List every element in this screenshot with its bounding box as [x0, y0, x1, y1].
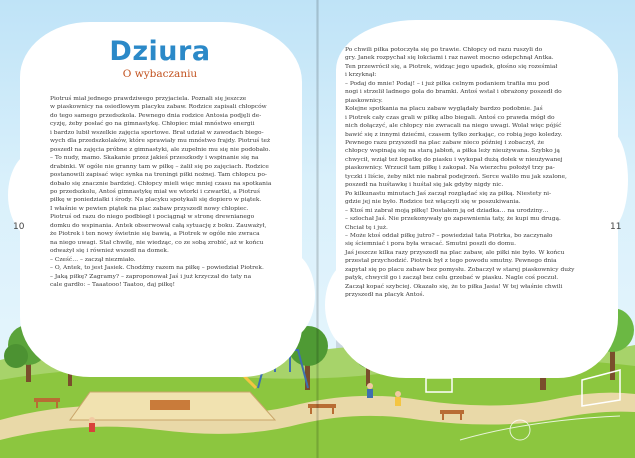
text-line: na niego uwagi. Stał chwilę, nie wiedząc, co ze sobą zrobić, aż w końcu — [50, 239, 264, 246]
text-line: tyczki i liście, żeby nikt nie nabrał podejrzeń. Serce waliło mu jak szalone, — [345, 173, 567, 180]
page-number-right: 11 — [610, 222, 622, 232]
right-page-text — [345, 46, 575, 300]
text-line: postanowili zapisać więc synka na treningi piłki nożnej. Tam chłopcu po- — [50, 172, 267, 179]
text-line: – Cześć… – zaczął niezmiało. — [50, 256, 136, 263]
text-line: chłopcy wspinają się na starą jabłoń, a piłka leży nieużywana. Szybko ją — [345, 148, 560, 155]
book-gutter — [316, 0, 319, 458]
text-line: domku do wspinania. Antek obserwował całą sytuację z boku. Zauważył, — [50, 222, 267, 229]
text-line: przyszedł na placyk Antoś. — [345, 292, 425, 299]
text-line: Jaś jeszcze kilka razy przyszedł na plac zabaw, ale piłki nie było. W końcu — [345, 249, 565, 256]
text-line: – Jaką piłkę? Zagramy? – zaproponował Jaś i już krzyczał do taty na — [50, 273, 252, 280]
text-line: dobało się znacznie bardziej. Chłopcy mieli więc mniej czasu na spotkania — [50, 180, 272, 187]
text-line: drabinki. W ogóle nie granny tam w piłkę – żalił się po zajęciach. Rodzice — [50, 163, 269, 170]
text-line: gry. Janek rozpychał się łokciami i raz nawet mocno odepchnął Antka. — [345, 55, 554, 62]
text-line: że Piotrek i ten nowy świetnie się bawią, a Piotrek w ogóle nie zwraca — [50, 231, 260, 238]
text-line: Piotruś miał jednego prawdziwego przyjaciela. Poznali się jeszcze — [50, 96, 247, 102]
text-line: I właśnie w pewien piątek na plac zabaw przyszedł nowy chłopiec. — [50, 205, 249, 212]
text-line: do tego samego przedszkola. Pewnego dnia rodzice Antosia podjęli de- — [50, 112, 262, 119]
left-page-text — [50, 95, 271, 289]
text-line: Piotruś od razu do niego podbiegł i pociągnął w stronę drewnianego — [50, 214, 255, 221]
text-line: – Podaj do mnie! Podaj! – i już piłka celnym podaniem trafiła mu pod — [345, 80, 550, 87]
text-line: cale gardło: – Taaatooo! Taatoo, daj piłkę! — [50, 281, 175, 288]
text-line: wych dla przedszkolaków, które sprawiały mu mnóstwo frajdy. Piotruś też — [50, 138, 271, 145]
text-line: piaskownicy. — [345, 97, 383, 104]
text-line: Pewnego razu przyszedł na plac zabaw nieco później i zobaczył, że — [345, 139, 545, 146]
text-line: w piaskownicy na osiedlowym placyku zabaw. Rodzice zapisali chłopców — [50, 104, 267, 111]
text-line: nogi i strzelił ladnego gola do bramki. Antoś wstał i obrażony poszedł do — [345, 89, 562, 96]
text-line: Po kilkunastu minutach Jaś zaczął rozglądać się za piłką. Niestety ni- — [345, 190, 552, 197]
text-line: – To nudy, mamo. Skakanie przez jakieś przeszkody i wspinanie się na — [50, 155, 259, 162]
text-line: zapytał się po placu zabaw bez pomysłu. Zobaczył w starej piaskownicy duży — [345, 266, 575, 273]
text-line: po przedszkolu, Antoś gimnastykę miał we wtorki i czwartki, a Piotruś — [50, 188, 260, 195]
text-line: – Może ktoś oddał piłkę jutro? – powiedział tata Piotrka, bo zaczynało — [345, 232, 553, 239]
text-line: Po chwili piłka potoczyła się po trawie. Chłopcy od razu ruszyli do — [345, 47, 543, 53]
text-line: – O, Antek, to jest Jasiek. Chodźmy razem na piłkę – powiedział Piotrek. — [50, 265, 264, 272]
text-line: cyzję, żeby posłać go na gimnastykę. Chłopiec miał mnóstwo energii — [50, 121, 255, 128]
text-line: odważył się i również wszedł na domek. — [50, 248, 169, 255]
text-line: nich dołączyć, ale chłopcy nie zwracali na niego uwagi. Wolał więc pójść — [345, 123, 562, 130]
text-line: Ten przewrócił się, a Piotrek, widząc jego upadek, głośno się roześmiał — [345, 63, 558, 70]
right-panel-bulge — [588, 130, 628, 230]
text-line: przestał przychodzić. Piotrek był z tego powodu smutny. Pewnego dnia — [345, 258, 557, 265]
text-line: – szlochał Jaś. Nie przekonywały go zapewnienia taty, że kupi mu drugą. — [345, 216, 561, 223]
text-line: się ściemniać i pora była wracać. Smutni poszli do domu. — [345, 241, 516, 248]
chapter-subtitle: O wybaczaniu — [122, 68, 198, 80]
text-line: gdzie jej nie było. Rodzice też włączyli się w poszukiwania. — [345, 199, 521, 206]
chapter-title: Dziura — [109, 36, 211, 67]
text-line: chwycił, wziął też łopatkę do piasku i wykopał dużą dołek w nieużywanej — [345, 156, 563, 163]
text-line: piaskownicy. Wrzucił tam piłkę i zakopał. Na wierzchu położył trzy pa- — [345, 165, 555, 172]
text-line: Chciał tę i już. — [345, 224, 388, 231]
sandbox-box — [150, 400, 190, 410]
text-line: i bardzo lubił wszelkie zajęcia sportowe. Brał udział w zawodach biego- — [50, 129, 264, 136]
page-number-left: 10 — [13, 222, 25, 232]
text-line: – Ktoś mi zabrał moją piłkę! Dostałem ją od dziadka… na urodziny… — [345, 207, 549, 214]
text-line: bawić się z innymi dziećmi, czasem tylko zerkając, co robią jego koledzy. — [345, 131, 563, 138]
text-line: piłkę w poniedziałki i środy. Na placyku spotykali się dopiero w piątek. — [50, 197, 262, 204]
text-line: patyk, chwycił go i zaczął bez celu grzebać w piasku. Nagle coś poczuł. — [345, 275, 559, 282]
text-line: poszedł na huśtawkę i huśtał się jak gdyby nigdy nic. — [345, 182, 504, 189]
text-line: poszedł na zajęcia próbne z gimnastyki, ale zupełnie mu się nie podobało. — [50, 146, 271, 153]
text-line: Kolejne spotkania na placu zabaw wyglądały bardzo podobnie. Jaś — [345, 106, 543, 113]
text-line: Zaczął kopać szybciej. Okazało się, że to piłka Jasia! W tej właśnie chwili — [345, 283, 563, 290]
text-line: i krzyknął: — [345, 72, 377, 79]
text-line: i Piotrek cały czas grali w piłkę albo biegali. Antoś co prawda mógł do — [345, 114, 555, 121]
